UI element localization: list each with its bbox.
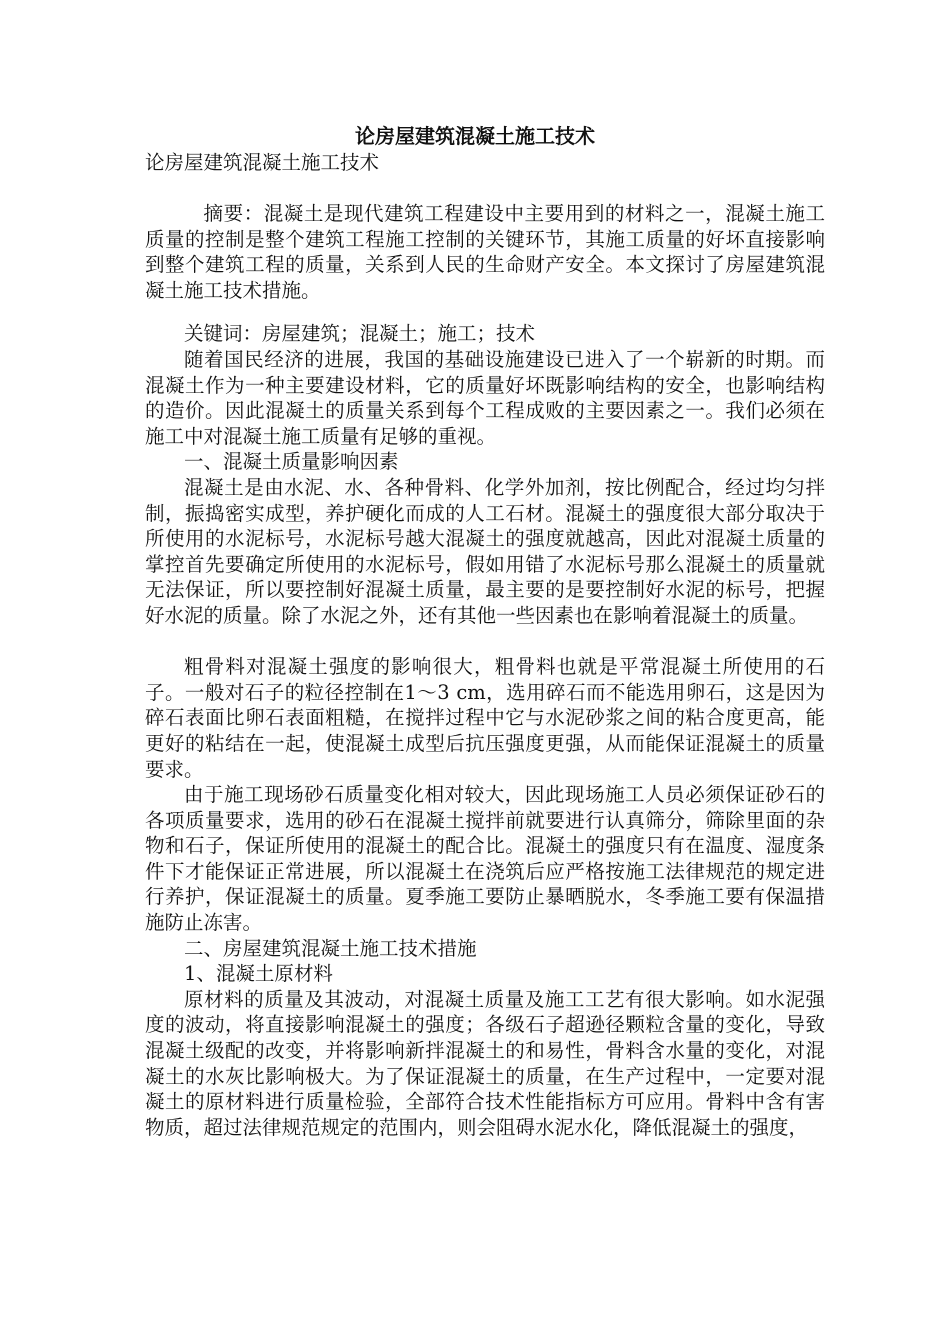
- document-title: 论房屋建筑混凝土施工技术: [355, 124, 595, 148]
- abstract-section: [145, 201, 825, 303]
- keywords-section: [145, 321, 825, 347]
- intro-paragraph: 随着国民经济的进展，我国的基础设施建设已进入了一个崭新的时期。而混凝土作为一种主要建设材料，它的质量好坏既影响结构的安全，也影响结构的造价。因此混凝土的质量关系到每个工程成败的主要因素之一。我们必须在施工中对混凝土施工质量有足够的重视。: [145, 348, 825, 448]
- keywords-line: 关键词：房屋建筑；混凝土；施工；技术: [184, 322, 536, 345]
- body-paragraph: 原材料的质量及其波动，对混凝土质量及施工工艺有很大影响。如水泥强度的波动，将直接影响混凝土的强度；各级石子超逊径颗粒含量的变化，导致混凝土级配的改变，并将影响新拌混凝土的和易性，骨料含水量的变化，对混凝土的水灰比影响极大。为了保证混凝土的质量，在生产过程中，一定要对混凝土的原材料进行质量检验，全部符合技术性能指标方可应用。骨料中含有害物质，超过法律规范规定的范围内，则会阻碍水泥水化，降低混凝土的强度，: [145, 987, 825, 1139]
- body-paragraph: 由于施工现场砂石质量变化相对较大，因此现场施工人员必须保证砂石的各项质量要求，选用的砂石在混凝土搅拌前就要进行认真筛分，筛除里面的杂物和石子，保证所使用的混凝土的配合比。混凝土的强度只有在温度、湿度条件下才能保证正常进展，所以混凝土在浇筑后应严格按施工法律规范的规定进行养护，保证混凝土的质量。夏季施工要防止暴晒脱水，冬季施工要有保温措施防止冻害。: [145, 783, 825, 935]
- subsection-heading-1: 1、混凝土原材料: [184, 962, 333, 986]
- body-text: [145, 347, 825, 1140]
- abstract-paragraph: 摘要：混凝土是现代建筑工程建设中主要用到的材料之一，混凝土施工质量的控制是整个建筑工程施工控制的关键环节，其施工质量的好坏直接影响到整个建筑工程的质量，关系到人民的生命财产安全。本文探讨了房屋建筑混凝土施工技术措施。: [145, 202, 825, 302]
- body-paragraph: 混凝土是由水泥、水、各种骨料、化学外加剂，按比例配合，经过均匀拌制，振捣密实成型，养护硬化而成的人工石材。混凝土的强度很大部分取决于所使用的水泥标号，水泥标号越大混凝土的强度就越高，因此对混凝土质量的掌控首先要确定所使用的水泥标号，假如用错了水泥标号那么混凝土的质量就无法保证，所以要控制好混凝土质量，最主要的是要控制好水泥的标号，把握好水泥的质量。除了水泥之外，还有其他一些因素也在影响着混凝土的质量。: [145, 475, 825, 627]
- body-paragraph: 粗骨料对混凝土强度的影响很大，粗骨料也就是平常混凝土所使用的石子。一般对石子的粒径控制在1～3 cm，选用碎石而不能选用卵石，这是因为碎石表面比卵石表面粗糙，在搅拌过程中它与水泥砂浆之间的粘合度更高，能更好的粘结在一起，使混凝土成型后抗压强度更强，从而能保证混凝土的质量要求。: [145, 655, 825, 781]
- paragraph-spacer: [145, 629, 825, 655]
- document-subtitle: 论房屋建筑混凝土施工技术: [145, 151, 380, 174]
- section-heading-2: 二、房屋建筑混凝土施工技术措施: [184, 936, 477, 960]
- section-heading-1: 一、混凝土质量影响因素: [184, 450, 399, 474]
